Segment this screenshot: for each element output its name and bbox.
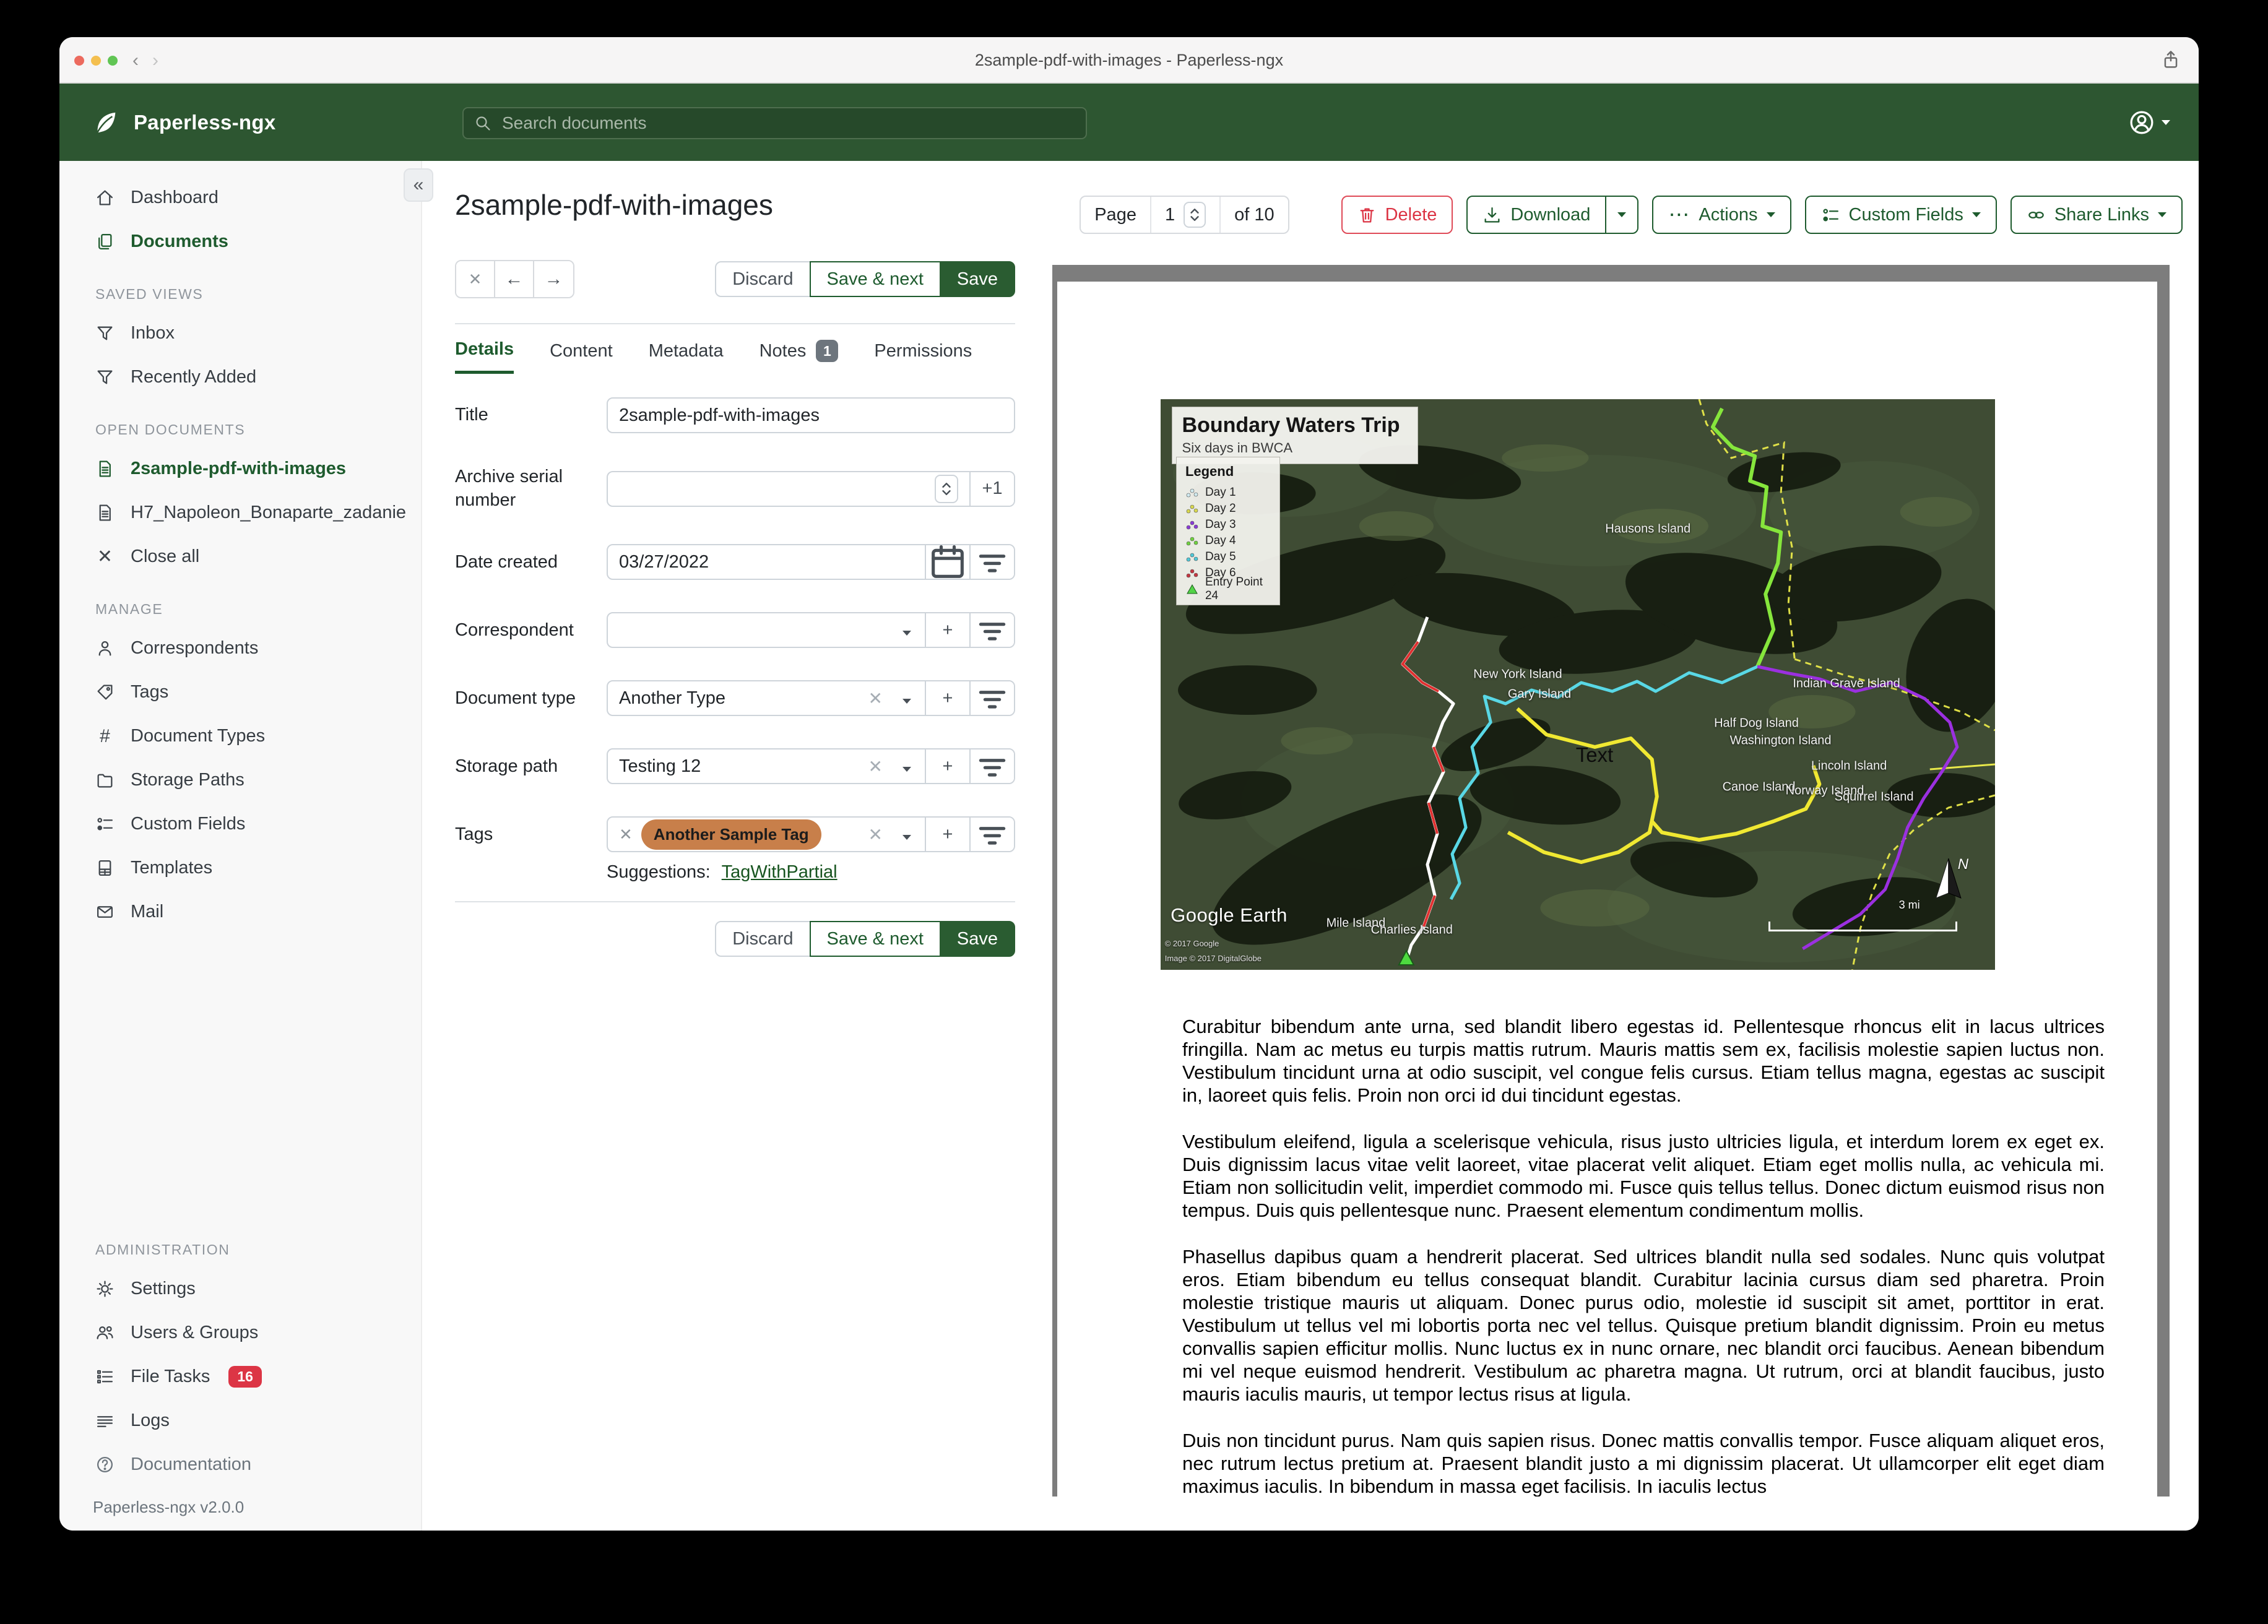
island-label: Indian Grave Island (1793, 676, 1900, 691)
file-text-icon (95, 503, 115, 522)
chevron-down-icon (1767, 212, 1775, 217)
browser-back-icon[interactable]: ‹ (132, 50, 139, 71)
sidebar-item-settings[interactable]: Settings (59, 1267, 421, 1311)
custom-fields-icon (95, 814, 115, 834)
chevron-down-icon (902, 756, 911, 777)
storage-path-add-button[interactable]: + (925, 749, 969, 783)
island-label: Hausons Island (1605, 522, 1691, 536)
field-archive-serial-number: Archive serial number +1 (455, 465, 1015, 512)
legend-item-day2: Day 2 (1185, 501, 1272, 517)
paragraph: Vestibulum eleifend, ligula a scelerisque vehicula, risus justo ultricies ligula, et interdum lorem ex eget ex. Duis dignissim lacus vitae velit laoreet, vitae placerat velit aliquet. Etiam eget mollis nulla, ac vehicula mi. Etiam non sollicitudin velit, imperdiet commodo mi. Fusce quis tellus tellus. Donec dictum euismod risus non tempus. Duis quis pellentesque nunc. Praesent elementum condimentum mollis. (1182, 1131, 2105, 1221)
paragraph: Curabitur bibendum ante urna, sed blandit libero egestas id. Pellentesque rhoncus elit in lacus ultrices fringilla. Nam ac metus eu turpis mattis rutrum. Mauris mattis sem ex, facilisis molestie sapien luctus non. Vestibulum tincidunt urna at odio suscipit, vel congue felis cursus. Etiam tellus magna, egestas ac suscipit in, laoreet quis felis. Proin non orci id dui tincidunt egestas. (1182, 1016, 2105, 1106)
legend-item-day1: Day 1 (1185, 485, 1272, 501)
field-correspondent: Correspondent + (455, 612, 1015, 648)
divider (455, 323, 1015, 324)
tag-icon (95, 683, 115, 702)
legend-item-day3: Day 3 (1185, 517, 1272, 533)
sidebar-item-recently-added[interactable]: Recently Added (59, 355, 421, 399)
titlebar (59, 37, 2199, 84)
app-window (59, 37, 2199, 1531)
chevron-down-icon (1972, 212, 1981, 217)
document-type-filter-button[interactable] (969, 681, 1014, 715)
map-scale-label: 3 mi (1898, 898, 1920, 911)
map-scale-bar (1768, 922, 1957, 931)
save-button-bottom[interactable]: Save (940, 921, 1015, 957)
island-label: Canoe Island (1722, 780, 1796, 794)
close-document-button[interactable]: ✕ (456, 261, 495, 297)
correspondent-select[interactable] (608, 613, 925, 647)
field-document-type: Document type Another Type ✕ + (455, 680, 1015, 716)
clear-icon[interactable]: ✕ (868, 824, 883, 844)
notes-count-badge: 1 (816, 340, 838, 362)
chevron-down-icon (2158, 212, 2166, 217)
date-created-input[interactable] (619, 552, 914, 572)
footer-save-group (455, 921, 1015, 957)
field-title: Title 2sample-pdf-with-images (455, 397, 1015, 433)
brand[interactable] (92, 84, 276, 161)
folder-icon (95, 771, 115, 790)
browser-forward-icon[interactable]: › (152, 50, 158, 71)
asn-input[interactable] (619, 478, 926, 499)
share-icon[interactable] (2160, 50, 2181, 71)
island-label: Lincoln Island (1811, 759, 1887, 773)
help-icon (95, 1455, 115, 1474)
paperless-leaf-icon (92, 108, 120, 137)
mail-icon (95, 902, 115, 922)
map-subtitle: Six days in BWCA (1182, 439, 1293, 456)
asn-stepper[interactable] (935, 475, 958, 503)
app-version: Paperless-ngx v2.0.0 (93, 1498, 245, 1516)
field-date-created: Date created 03/27/2022 (455, 544, 1015, 580)
correspondent-add-button[interactable]: + (925, 613, 969, 647)
island-label: Half Dog Island (1714, 716, 1799, 730)
filter-lines-icon (971, 544, 1014, 580)
sidebar-item-file-tasks[interactable]: File Tasks 16 (59, 1355, 421, 1399)
route-dots-icon (1185, 568, 1199, 579)
previous-document-button[interactable]: ← (495, 261, 534, 297)
actions-button[interactable]: ⋯ Actions (1652, 196, 1791, 234)
paragraph: Duis non tincidunt purus. Nam quis sapien risus. Donec mattis convallis tempor. Fusce aliquam aliquet eros, nec rutrum lectus pretium at. Praesent blandit justo a mi dignissim placerat. Ut ullamcorper elit eget diam maximus iaculis. In bibendum in massa eget facilisis. In iaculis lectus (1182, 1430, 2105, 1497)
sidebar-item-open-doc-1[interactable]: 2sample-pdf-with-images (59, 447, 421, 491)
document-body-text (1182, 1015, 2105, 1497)
sidebar-item-logs[interactable]: Logs (59, 1399, 421, 1443)
filter-icon (95, 324, 115, 343)
remove-tag-icon[interactable]: ✕ (619, 824, 633, 844)
chevron-down-icon (902, 620, 911, 641)
app-header (59, 84, 2199, 161)
sidebar-item-storage-paths[interactable]: Storage Paths (59, 758, 421, 802)
sidebar-item-close-all[interactable]: ✕ Close all (59, 535, 421, 579)
sidebar (59, 161, 422, 1531)
save-button[interactable]: Save (940, 261, 1015, 297)
clear-icon[interactable]: ✕ (868, 688, 883, 708)
save-next-button-bottom[interactable]: Save & next (810, 921, 941, 957)
trash-icon (1357, 205, 1377, 225)
sidebar-item-tags[interactable]: Tags (59, 670, 421, 714)
suggestion-link[interactable]: TagWithPartial (721, 862, 838, 883)
discard-button-bottom[interactable]: Discard (715, 921, 810, 957)
gear-icon (95, 1279, 115, 1298)
download-menu-button[interactable] (1605, 196, 1638, 234)
text-annotation: Text (1575, 743, 1614, 767)
search-icon (474, 114, 492, 132)
date-filter-button[interactable] (969, 545, 1014, 579)
map-copyright: Image © 2017 DigitalGlobe (1164, 954, 1262, 964)
tab-metadata[interactable]: Metadata (648, 340, 724, 361)
close-icon: ✕ (97, 546, 113, 567)
filter-lines-icon (971, 816, 1014, 852)
legend-item-day6: Day 6 (1185, 565, 1272, 581)
paragraph: Phasellus dapibus quam a hendrerit placerat. Sed ultrices blandit nulla sed sodales. Nunc quis volutpat eros. Etiam bibendum eu tellus consequat blandit. Curabitur lacinia cursus diam sed pharetra. Proin molestie tristique mauris ut aliquam. Donec purus odio, molestie id suscipit sit amet, porttitor in erat. Vestibulum ut tellus vel mi lobortis porta nec vel tellus. Quisque pretium blandit dignissim. Proin eu metus convallis sapien efficitur mollis. Nunc luctus ex in nunc ornare, nec blandit orci faucibus. Aenean bibendum mi vel neque euismod hendrerit. Vestibulum ac pharetra magna. Ut rutrum, orci at blandit faucibus, justo mauris iaculis mauris, ut tempor lectus risus at ligula. (1182, 1246, 2105, 1405)
details-form (455, 397, 1015, 852)
person-icon (95, 639, 115, 658)
island-label: Washington Island (1729, 733, 1832, 748)
sidebar-item-mail[interactable]: Mail (59, 890, 421, 934)
sidebar-item-dashboard[interactable]: Dashboard (59, 176, 421, 220)
entry-point-icon (1185, 584, 1199, 595)
map-image (1161, 399, 1995, 970)
sidebar-item-custom-fields[interactable]: Custom Fields (59, 802, 421, 846)
file-text-icon (95, 459, 115, 478)
tag-chip[interactable]: Another Sample Tag (641, 819, 821, 850)
sidebar-item-documents[interactable]: Documents (59, 220, 421, 264)
detail-tabs (455, 339, 1015, 374)
tab-details[interactable]: Details (455, 339, 514, 374)
filter-lines-icon (971, 680, 1014, 716)
delete-button[interactable]: Delete (1341, 196, 1453, 234)
search (462, 107, 1087, 139)
document-editor (455, 260, 1015, 957)
sidebar-item-open-doc-2[interactable]: H7_Napoleon_Bonaparte_zadanie (59, 491, 421, 535)
route-dots-icon (1185, 535, 1199, 546)
tags-filter-button[interactable] (969, 818, 1014, 851)
island-label: Gary Island (1507, 687, 1572, 701)
discard-button[interactable]: Discard (715, 261, 810, 297)
storage-path-filter-button[interactable] (969, 749, 1014, 783)
title-input[interactable] (619, 405, 1003, 426)
download-button[interactable]: Download (1466, 196, 1606, 234)
chevron-down-icon (1617, 212, 1626, 217)
sidebar-item-documentation[interactable]: Documentation (59, 1443, 421, 1487)
island-label: New York Island (1473, 667, 1562, 681)
download-split-button (1466, 196, 1638, 234)
calendar-icon (926, 544, 969, 580)
compass-icon: N (1957, 855, 1969, 873)
legend-item-day4: Day 4 (1185, 533, 1272, 549)
document-toolbar (1080, 196, 2183, 234)
storage-path-select[interactable]: Testing 12 ✕ (608, 749, 925, 783)
field-storage-path: Storage path Testing 12 ✕ + (455, 748, 1015, 784)
brand-name: Paperless-ngx (134, 110, 276, 134)
save-group (715, 261, 1015, 297)
logs-icon (95, 1411, 115, 1430)
template-icon (95, 858, 115, 878)
user-menu-caret-icon (2162, 120, 2170, 125)
tab-notes[interactable]: Notes 1 (760, 339, 839, 374)
route-dots-icon (1185, 503, 1199, 514)
route-dots-icon (1185, 519, 1199, 530)
sidebar-item-document-types[interactable]: # Document Types (59, 714, 421, 758)
sidebar-item-templates[interactable]: Templates (59, 846, 421, 890)
map-title: Boundary Waters Trip (1182, 413, 1400, 437)
sidebar-item-inbox[interactable]: Inbox (59, 311, 421, 355)
map-copyright: © 2017 Google (1164, 939, 1219, 949)
map-legend: Legend Day 1 Day 2 Day 3 Day 4 Day 5 Day 6 Entry Point 24 (1176, 457, 1280, 605)
tab-permissions[interactable]: Permissions (874, 340, 972, 361)
sidebar-item-correspondents[interactable]: Correspondents (59, 626, 421, 670)
doc-nav-group (455, 260, 574, 298)
tag-suggestions: Suggestions: TagWithPartial (607, 862, 838, 883)
page-navigation (1080, 196, 1289, 234)
tags-select[interactable] (608, 818, 925, 851)
filter-lines-icon (971, 612, 1014, 648)
page-stepper[interactable] (1184, 202, 1206, 228)
user-menu[interactable] (2128, 84, 2170, 161)
window-title: 2sample-pdf-with-images - Paperless-ngx (974, 51, 1284, 69)
document-preview[interactable] (1052, 265, 2170, 1497)
sidebar-heading-open-documents: OPEN DOCUMENTS (95, 421, 246, 438)
task-list-icon (95, 1367, 115, 1386)
legend-item-day5: Day 5 (1185, 549, 1272, 565)
file-tasks-badge: 16 (228, 1366, 262, 1388)
custom-fields-button[interactable]: Custom Fields (1805, 196, 1997, 234)
chevron-down-icon (902, 688, 911, 709)
island-label: Squirrel Island (1834, 790, 1914, 804)
home-icon (95, 188, 115, 207)
correspondent-filter-button[interactable] (969, 613, 1014, 647)
document-type-add-button[interactable]: + (925, 681, 969, 715)
asn-increment-button[interactable]: +1 (969, 472, 1014, 506)
share-links-button[interactable]: Share Links (2010, 196, 2183, 234)
link-icon (2027, 205, 2046, 225)
sidebar-collapse-button[interactable]: « (404, 168, 433, 202)
island-label: Norway Island (1785, 784, 1864, 798)
sidebar-heading-manage: MANAGE (95, 601, 163, 617)
hash-icon: # (100, 725, 110, 746)
main-content (422, 161, 2199, 1531)
next-document-button[interactable]: → (534, 261, 573, 297)
page-label: Page (1094, 204, 1136, 225)
search-input[interactable] (462, 107, 1087, 139)
download-icon (1482, 205, 1502, 225)
island-label: Mile Island (1326, 916, 1386, 930)
avatar-icon (2128, 109, 2155, 136)
users-icon (95, 1323, 115, 1342)
island-label: Charlies Island (1370, 923, 1453, 937)
document-type-select[interactable]: Another Type ✕ (608, 681, 925, 715)
page-title: 2sample-pdf-with-images (455, 189, 773, 221)
tab-content[interactable]: Content (550, 340, 613, 361)
legend-item-entry-point: Entry Point 24 (1185, 581, 1272, 597)
calendar-button[interactable] (925, 545, 969, 579)
filter-lines-icon (971, 748, 1014, 784)
page-total: of 10 (1234, 204, 1275, 225)
divider (455, 901, 1015, 902)
save-next-button[interactable]: Save & next (810, 261, 941, 297)
page-number-input[interactable]: 1 (1164, 204, 1175, 225)
google-earth-logo: Google Earth (1171, 904, 1288, 926)
map-title-box (1172, 407, 1418, 464)
documents-icon (95, 232, 115, 251)
field-tags: Tags ✕ Another Sample Tag ✕ + (455, 816, 1015, 852)
chevron-down-icon (902, 824, 911, 845)
sidebar-heading-administration: ADMINISTRATION (95, 1242, 230, 1258)
route-dots-icon (1185, 551, 1199, 563)
sidebar-heading-saved-views: SAVED VIEWS (95, 286, 204, 302)
custom-fields-icon (1821, 205, 1840, 225)
route-dots-icon (1185, 487, 1199, 498)
tags-add-button[interactable]: + (925, 818, 969, 851)
sidebar-item-users-groups[interactable]: Users & Groups (59, 1311, 421, 1355)
pdf-page (1057, 282, 2157, 1497)
clear-icon[interactable]: ✕ (868, 756, 883, 776)
filter-icon (95, 368, 115, 387)
